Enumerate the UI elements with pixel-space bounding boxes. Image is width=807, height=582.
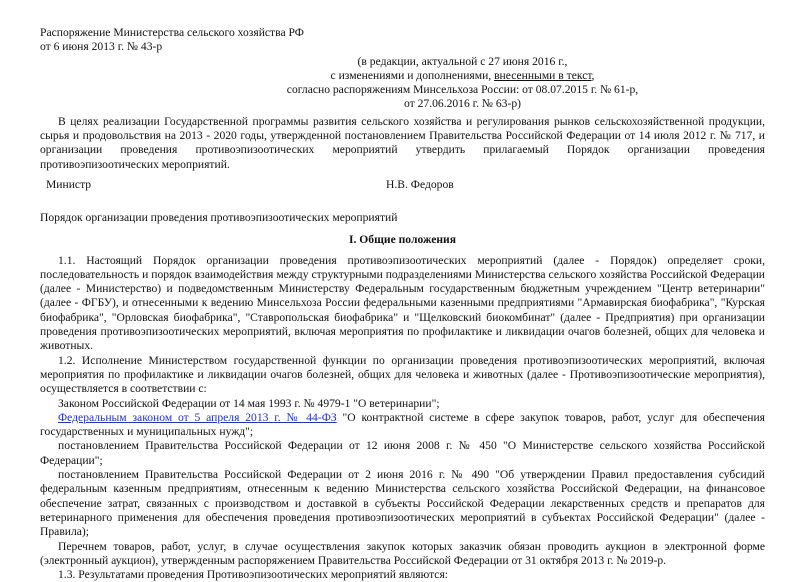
preamble-paragraph: В целях реализации Государственной программы развития сельского хозяйства и регулирования рынков сельскохозяйственной продукции, сырья и продовольствия на 2013 - 2020 годы, утвержденной постановлением Правительства Российской Федерации от 14 июля 2012 г. № 717, и организации проведения противоэпизоотических мероприятий утвердить прилагаемый Порядок организации проведения противоэпизоотических мероприятий. (40, 114, 765, 171)
doc-header-title: Распоряжение Министерства сельского хозяйства РФ (40, 26, 304, 39)
signature-role: Министр (46, 177, 92, 191)
paragraph-1-1: 1.1. Настоящий Порядок организации проведения противоэпизоотических мероприятий (далее - Порядок) определяет сроки, последовательность и порядок взаимодействия между структурными подразделениями Министерства сельского хозяйства Российской Федерации (далее - Министерство) и подведомственным Министерству Федеральным государственным бюджетным учреждением "Центр ветеринарии" (далее - ФГБУ), и отнесенными к ведению Минсельхоза России федеральными казенными предприятиями "Армавирская биофабрика", "Курская биофабрика", "Орловская биофабрика", "Ставропольская биофабрика" и "Щелковский биокомбинат" (далее - Предприятия) при организации проведения противоэпизоотических мероприятий, включая мероприятия по профилактике и ликвидации очагов болезней, общих для человека и животных. (40, 253, 765, 353)
edition-line-4: от 27.06.2016 г. № 63-р) (404, 97, 521, 111)
law-item-5: Перечнем товаров, работ, услуг, в случае осуществления закупок которых заказчик обязан проводить аукцион в электронной форме (электронный аукцион), утвержденным распоряжением Правительства Российской Федерации от 31 октября 2013 г. № 2019-р. (40, 539, 765, 567)
section-title: I. Общие положения (348, 233, 456, 247)
signature-block (40, 178, 765, 194)
law-item-1: Законом Российской Федерации от 14 мая 1993 г. № 4979-1 "О ветеринарии"; (58, 396, 440, 410)
edition-changes-link[interactable]: внесенными в текст (494, 68, 592, 82)
edition-note (160, 55, 765, 112)
law-item-2 (40, 411, 765, 440)
signature-name: Н.В. Федоров (386, 177, 454, 191)
document-page (40, 26, 765, 582)
edition-line-2-pre: с изменениями и дополнениями, (330, 68, 495, 82)
edition-line-2-post: , (591, 68, 595, 82)
law-item-4: постановлением Правительства Российской Федерации от 2 июня 2016 г. № 490 "Об утверждении Правил предоставления субсидий федеральным казенным предприятиям, отнесенным к ведению Министерства сельского хозяйства Российской Федерации, на финансовое обеспечение затрат, связанных с производством и доставкой в субъекты Российской Федерации лекарственных средств и препаратов для ветеринарного применения для обеспечения проведения противоэпизоотических мероприятий в субъектах Российской Федерации" (далее - Правила); (40, 468, 765, 539)
edition-line-1: (в редакции, актуальной с 27 июня 2016 г., (357, 54, 568, 68)
doc-header-date: от 6 июня 2013 г. № 43-р (40, 40, 163, 54)
edition-line-3: согласно распоряжениям Минсельхоза России: от 08.07.2015 г. № 61-р, (286, 83, 639, 97)
law-item-2-text: "О контрактной системе в сфере закупок товаров, работ, услуг для обеспечения государственных и муниципальных нужд"; (40, 410, 765, 439)
paragraph-1-3: 1.3. Результатами проведения Противоэпизоотических мероприятий являются: (58, 568, 449, 582)
federal-law-44fz-link[interactable]: Федеральным законом от 5 апреля 2013 г. № 44-ФЗ (58, 410, 337, 424)
paragraph-1-2: 1.2. Исполнение Министерством государственной функции по организации проведения противоэпизоотических мероприятий, включая мероприятия по профилактике и ликвидации очагов болезней, общих для человека и животных (далее - Противоэпизоотические мероприятия), осуществляется в соответствии с: (40, 353, 765, 396)
order-title: Порядок организации проведения противоэпизоотических мероприятий (40, 210, 398, 224)
edition-line-2 (160, 69, 765, 83)
law-item-3: постановлением Правительства Российской Федерации от 12 июня 2008 г. № 450 "О Министерстве сельского хозяйства Российской Федерации"; (40, 439, 765, 467)
